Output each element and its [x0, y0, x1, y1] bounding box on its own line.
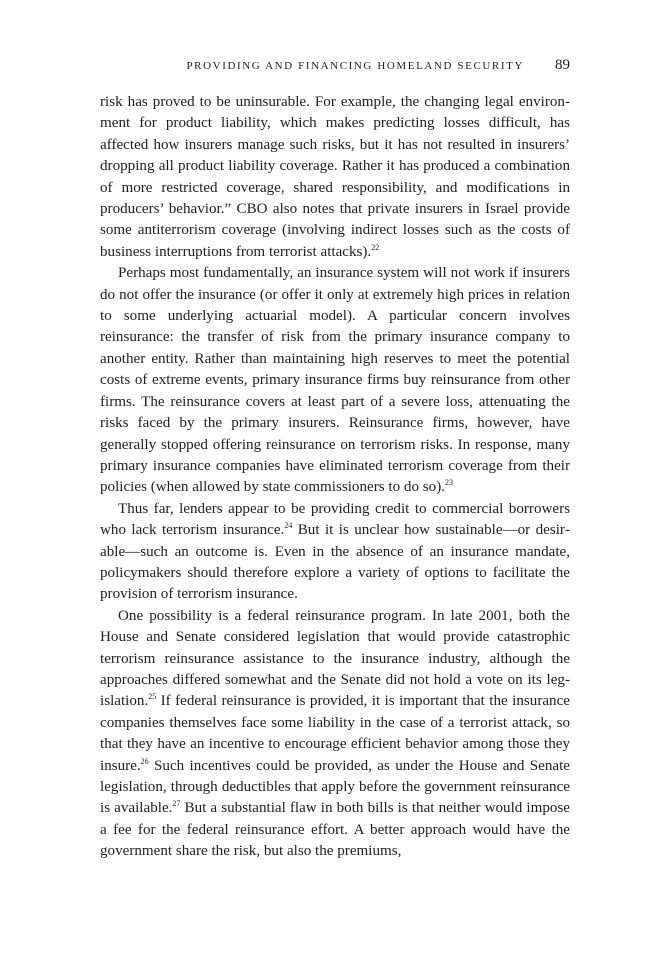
footnote-ref-24: 24 [284, 521, 293, 531]
footnote-ref-26: 26 [140, 756, 149, 766]
paragraph-3-text-a: Thus far, lenders appear to be providing credit to commercial borrowers who lack terrorism insurance. [100, 500, 570, 539]
footnote-ref-25: 25 [148, 692, 157, 702]
paragraph-2 [100, 263, 570, 498]
paragraph-2-text: Perhaps most fundamentally, an insurance system will not work if insurers do not offer the insurance (or offer it only at extremely high prices in relation to some underlying actuarial model). A particular concern involves reinsurance: the transfer of risk from the primary insurance company to another entity. Rather than maintaining high reserves to meet the potential costs of extreme events, primary insurance firms buy reinsurance from other firms. The reinsurance covers at least part of a severe loss, attenuating the risks faced by the primary insurers. Reinsurance firms, however, have generally stopped offering reinsurance on terrorism risks. In response, many primary insurance companies have eliminated terrorism coverage from their policies (when allowed by state commissioners to do so). [100, 265, 570, 496]
paragraph-4-text-a: One possibility is a federal reinsurance program. In late 2001, both the House and Senate considered legislation that would provide catastrophic terrorism reinsurance assistance to the insurance industry, although the approaches differed somewhat and the Senate did not hold a vote on its legislation. [100, 607, 570, 710]
paragraph-1 [100, 92, 570, 263]
paragraph-4-text-c: Such incentives could be provided, as under the House and Senate legislation, through deductibles that apply before the government reinsurance is available. [100, 757, 570, 817]
paragraph-3-text-b: But it is unclear how sustainable—or desirable—such an outcome is. Even in the absence of an insurance mandate, policymakers should therefore explore a variety of options to facilitate the provision of terrorism insurance. [100, 522, 570, 603]
paragraph-4-text-d: But a substantial flaw in both bills is that neither would impose a fee for the federal reinsurance effort. A better approach would have the government share the risk, but also the premiums, [100, 800, 571, 860]
paragraph-1-text: risk has proved to be uninsurable. For example, the changing legal environment for product liability, which makes predicting losses difficult, has affected how insurers manage such risks, but it has not resulted in insurers’ dropping all product liability coverage. Rather it has produced a combination of more restricted coverage, shared responsibility, and modifications in producers’ behavior.” CBO also notes that private insurers in Israel provide some antiterrorism coverage (involving indirect losses such as the costs of business interruptions from terrorist attacks). [100, 94, 570, 260]
paragraph-4-text-b: If federal reinsurance is provided, it is important that the insurance companies themselves face some liability in the case of a terrorist attack, so that they have an incentive to encourage efficient behavior among those they insure. [100, 693, 570, 774]
footnote-ref-23: 23 [445, 478, 453, 488]
running-head [100, 57, 570, 77]
body-text [100, 92, 570, 863]
footnote-ref-22: 22 [371, 242, 380, 252]
page-number: 89 [555, 57, 570, 73]
paragraph-4 [100, 606, 570, 863]
footnote-ref-27: 27 [172, 799, 181, 809]
running-title: PROVIDING AND FINANCING HOMELAND SECURITY [186, 60, 524, 72]
paragraph-3 [100, 499, 570, 606]
